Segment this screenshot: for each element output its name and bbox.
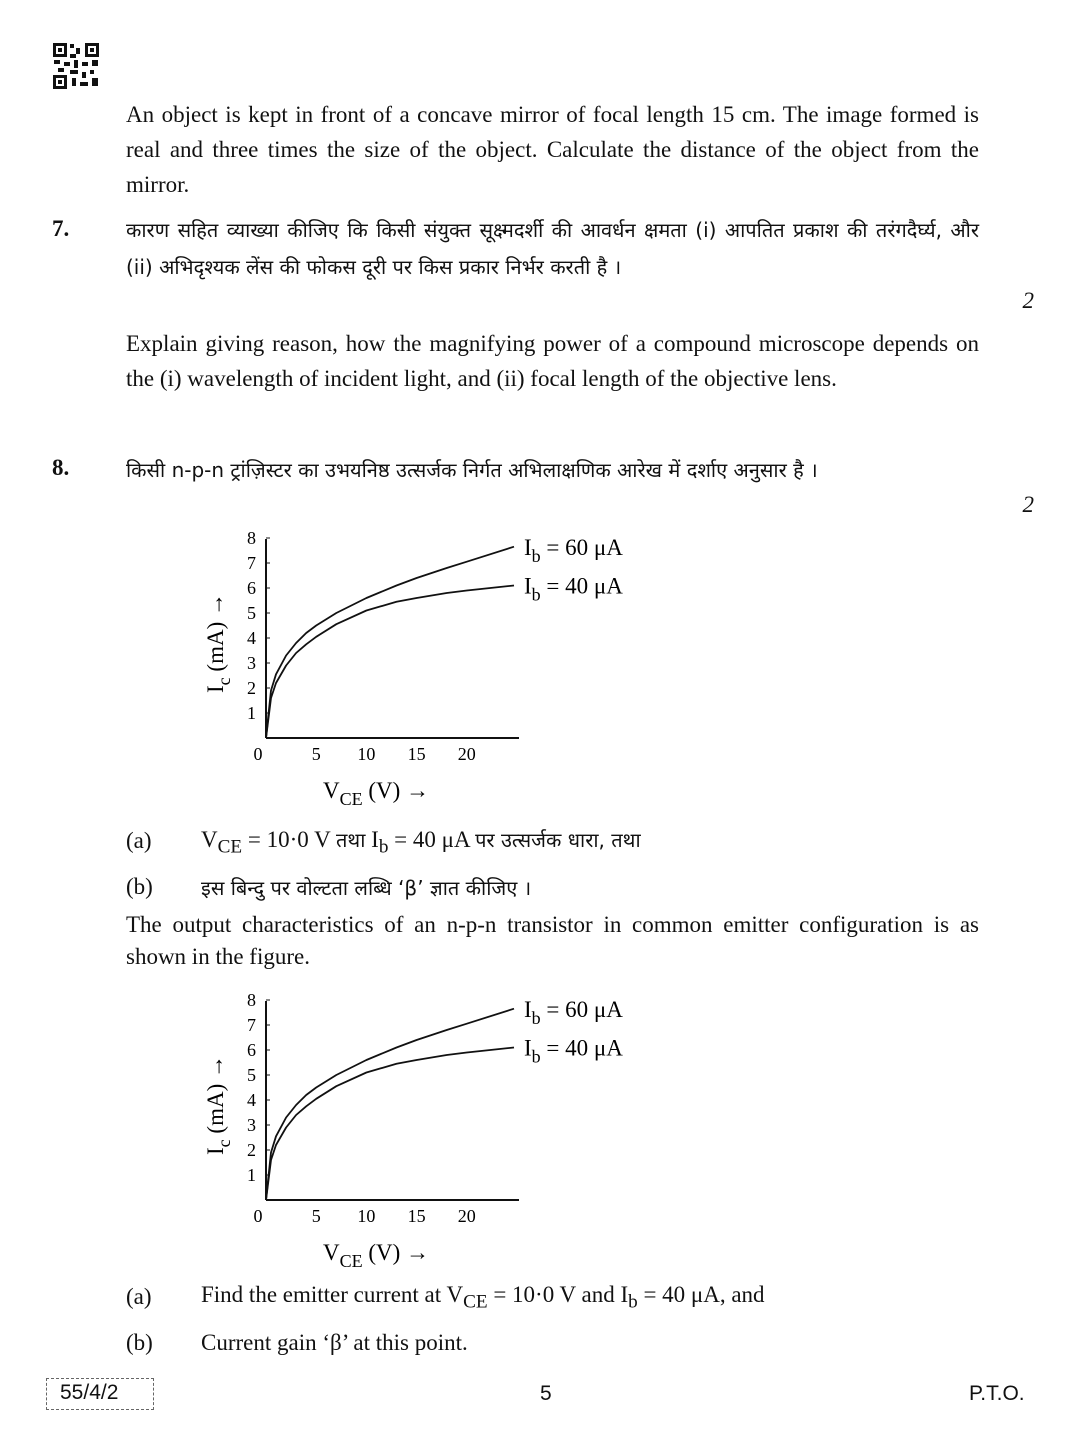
series-label-1: $I_b = 40$ μA [523, 573, 623, 605]
q8-marks: 2 [1022, 492, 1034, 517]
x-tick-label: 10 [357, 1206, 376, 1226]
q8-english-a-text [201, 1282, 765, 1314]
q8-english-b-text: Current gain ‘β’ at this point. [201, 1330, 468, 1355]
hindi-and: तथा [336, 828, 366, 852]
x-tick-label: 0 [253, 744, 263, 764]
y-tick-label: 4 [247, 1090, 256, 1110]
x-tick-label: 20 [457, 744, 476, 764]
vce-subscript: CE [217, 836, 243, 858]
y-tick-label: 3 [247, 1115, 256, 1135]
ib-subscript: b [378, 836, 389, 858]
series-label-1: $I_b = 40$ μA [523, 1035, 623, 1067]
vce-value-en: = 10·0 V and I [487, 1282, 629, 1307]
series-line-0 [266, 1009, 514, 1200]
y-tick-label: 2 [247, 678, 256, 698]
q8-english-a-label: (a) [126, 1284, 152, 1309]
q8-hindi-a-text [201, 826, 641, 859]
q8-english-text: The output characteristics of an n-p-n transistor in common emitter configuration is as shown in the figure. [126, 912, 979, 969]
transistor-characteristics-chart-hindi [190, 520, 670, 820]
y-tick-label: 2 [247, 1140, 256, 1160]
paper-code-box [46, 1378, 154, 1410]
page-number: 5 [540, 1382, 552, 1405]
series-label-0: $I_b = 60$ μA [523, 534, 623, 566]
x-tick-label: 5 [311, 1206, 321, 1226]
q7-english-text: Explain giving reason, how the magnifying power of a compound microscope depends on the (i) wavelength of incident light, and (ii) focal length of the objective lens. [126, 331, 979, 391]
q8-number: 8. [52, 455, 70, 480]
x-tick-label: 5 [311, 744, 321, 764]
x-axis-label: $V_{CE}$ (V) → [323, 1240, 430, 1271]
series-line-0 [266, 547, 514, 738]
q7-marks: 2 [1022, 288, 1034, 313]
q7-hindi-text: कारण सहित व्याख्या कीजिए कि किसी संयुक्त सूक्ष्मदर्शी की आवर्धन क्षमता (i) आपतित प्रकाश की तरंगदैर्घ्य, और (ii) अभिदृश्यक लेंस की फोकस दूरी पर किस प्रकार निर्भर करती है । [126, 218, 979, 279]
y-tick-label: 1 [247, 1165, 256, 1185]
x-tick-label: 10 [357, 744, 376, 764]
y-tick-label: 7 [247, 553, 256, 573]
vce-subscript-en: CE [463, 1291, 488, 1313]
paper-code: 55/4/2 [60, 1381, 119, 1404]
q7-number: 7. [52, 216, 70, 241]
q8-hindi-b-text: इस बिन्दु पर वोल्टता लब्धि ‘β’ ज्ञात कीजिए । [201, 876, 532, 900]
x-axis-label: $V_{CE}$ (V) → [323, 778, 430, 809]
y-axis-label: $I_c$ (mA) → [203, 1055, 234, 1155]
y-axis-label: $I_c$ (mA) → [203, 593, 234, 693]
y-tick-label: 5 [247, 603, 256, 623]
y-tick-label: 8 [247, 990, 256, 1010]
hindi-emitter-current: पर उत्सर्जक धारा, तथा [475, 828, 641, 852]
y-tick-label: 1 [247, 703, 256, 723]
y-tick-label: 5 [247, 1065, 256, 1085]
y-tick-label: 8 [247, 528, 256, 548]
q8-hindi-text: किसी n-p-n ट्रांज़िस्टर का उभयनिष्ठ उत्सर्जक निर्गत अभिलाक्षणिक आरेख में दर्शाए अनुसार है । [126, 458, 818, 482]
ib-value-en: = 40 μA, and [637, 1282, 765, 1307]
q8-hindi-a-label: (a) [126, 828, 152, 853]
y-tick-label: 4 [247, 628, 256, 648]
x-tick-label: 0 [253, 1206, 263, 1226]
x-tick-label: 15 [407, 744, 426, 764]
series-line-1 [266, 586, 514, 739]
qr-code-icon [52, 42, 100, 90]
series-label-0: $I_b = 60$ μA [523, 996, 623, 1028]
find-emitter-text: Find the emitter current at V [201, 1282, 464, 1307]
vce-value: = 10·0 V [242, 827, 337, 852]
x-tick-label: 20 [457, 1206, 476, 1226]
x-tick-label: 15 [407, 1206, 426, 1226]
q8-english-b-label: (b) [126, 1330, 153, 1355]
pto-label: P.T.O. [969, 1382, 1025, 1405]
y-tick-label: 6 [247, 578, 256, 598]
transistor-characteristics-chart-english [190, 982, 670, 1282]
ib-subscript-en: b [628, 1291, 638, 1313]
y-tick-label: 3 [247, 653, 256, 673]
ib-symbol: I [365, 827, 379, 852]
y-tick-label: 6 [247, 1040, 256, 1060]
series-line-1 [266, 1048, 514, 1201]
y-tick-label: 7 [247, 1015, 256, 1035]
q8-hindi-b-label: (b) [126, 874, 153, 899]
q6-english-text: An object is kept in front of a concave mirror of focal length 15 cm. The image formed is real and three times the size of the object. Calculate the distance of the object from the mirror. [126, 102, 979, 197]
ib-value: = 40 μA [388, 827, 476, 852]
vce-symbol: V [201, 827, 218, 852]
